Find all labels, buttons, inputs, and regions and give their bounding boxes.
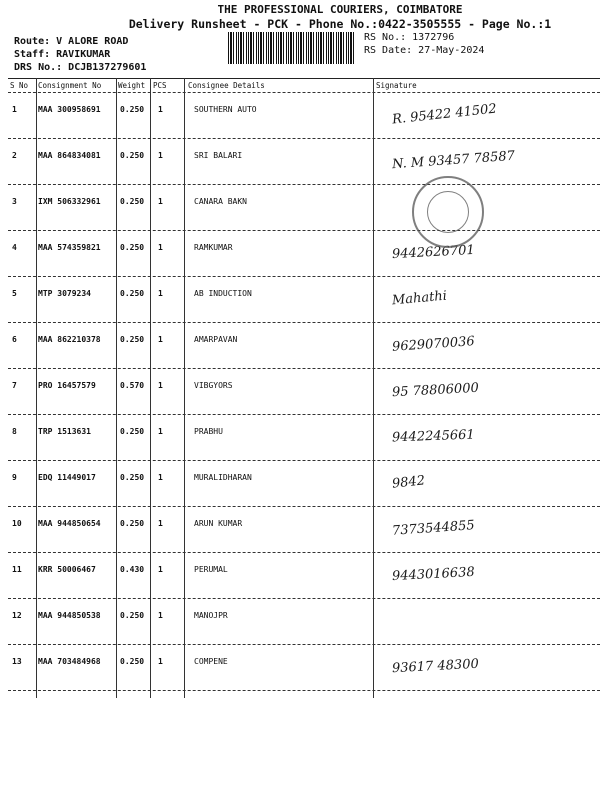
row-weight: 0.250 — [120, 657, 145, 666]
table-row — [8, 368, 600, 415]
row-consignee: CANARA BAKN — [194, 197, 247, 206]
handwritten-signature: 9443016638 — [391, 564, 476, 585]
row-sno: 2 — [12, 151, 17, 160]
table-row — [8, 506, 600, 553]
table-row — [8, 460, 600, 507]
staff-label: Staff: RAVIKUMAR — [14, 49, 111, 60]
row-weight: 0.250 — [120, 427, 145, 436]
row-consignment-no: MAA 300958691 — [38, 105, 101, 114]
row-weight: 0.250 — [120, 473, 145, 482]
rs-number: RS No.: 1372796 — [364, 32, 455, 43]
row-consignment-no: MAA 864834081 — [38, 151, 101, 160]
table-row — [8, 644, 600, 691]
row-weight: 0.250 — [120, 335, 145, 344]
row-consignment-no: TRP 1513631 — [38, 427, 91, 436]
row-weight: 0.570 — [120, 381, 145, 390]
row-pcs: 1 — [158, 105, 163, 114]
row-pcs: 1 — [158, 427, 163, 436]
row-sno: 3 — [12, 197, 17, 206]
barcode-image — [228, 32, 356, 64]
row-sno: 6 — [12, 335, 17, 344]
row-consignee: SOUTHERN AUTO — [194, 105, 257, 114]
row-consignee: COMPENE — [194, 657, 228, 666]
table-row — [8, 598, 600, 645]
row-sno: 5 — [12, 289, 17, 298]
row-pcs: 1 — [158, 381, 163, 390]
handwritten-signature: 9442626701 — [391, 242, 476, 263]
handwritten-signature: R. 95422 41502 — [391, 101, 498, 128]
row-sno: 4 — [12, 243, 17, 252]
row-pcs: 1 — [158, 289, 163, 298]
row-consignee: SRI BALARI — [194, 151, 243, 160]
row-sno: 7 — [12, 381, 17, 390]
table-row — [8, 230, 600, 277]
row-consignee: RAMKUMAR — [194, 243, 233, 252]
row-sno: 10 — [12, 519, 22, 528]
handwritten-signature: 9442245661 — [391, 427, 475, 446]
row-consignment-no: PRO 16457579 — [38, 381, 96, 390]
row-consignment-no: EDQ 11449017 — [38, 473, 96, 482]
handwritten-signature: 93617 48300 — [391, 656, 480, 677]
row-consignee: AMARPAVAN — [194, 335, 238, 344]
row-weight: 0.250 — [120, 289, 145, 298]
row-weight: 0.250 — [120, 243, 145, 252]
row-consignment-no: MTP 3079234 — [38, 289, 91, 298]
row-pcs: 1 — [158, 657, 163, 666]
row-consignment-no: KRR 50006467 — [38, 565, 96, 574]
row-consignee: ARUN KUMAR — [194, 519, 243, 528]
row-consignment-no: MAA 944850538 — [38, 611, 101, 620]
row-weight: 0.250 — [120, 151, 145, 160]
row-consignee: AB INDUCTION — [194, 289, 252, 298]
row-consignee: MURALIDHARAN — [194, 473, 252, 482]
row-consignment-no: MAA 862210378 — [38, 335, 101, 344]
table-header — [8, 78, 600, 93]
row-consignment-no: MAA 944850654 — [38, 519, 101, 528]
row-consignee: PRABHU — [194, 427, 223, 436]
row-pcs: 1 — [158, 565, 163, 574]
handwritten-signature: 9629070036 — [391, 334, 476, 355]
handwritten-signature: 9842 — [391, 473, 426, 492]
row-pcs: 1 — [158, 519, 163, 528]
drs-number: DRS No.: DCJB137279601 — [14, 62, 147, 73]
row-pcs: 1 — [158, 611, 163, 620]
table-row — [8, 184, 600, 231]
table-row — [8, 276, 600, 323]
row-sno: 8 — [12, 427, 17, 436]
col-consignee: Consignee Details — [188, 81, 265, 90]
row-weight: 0.250 — [120, 611, 145, 620]
handwritten-signature: Mahathi — [391, 288, 448, 309]
row-weight: 0.250 — [120, 197, 145, 206]
row-consignee: PERUMAL — [194, 565, 228, 574]
row-pcs: 1 — [158, 243, 163, 252]
row-consignment-no: IXM 506332961 — [38, 197, 101, 206]
row-sno: 13 — [12, 657, 22, 666]
handwritten-signature: 95 78806000 — [391, 380, 480, 401]
table-row — [8, 322, 600, 369]
handwritten-signature: N. M 93457 78587 — [391, 148, 516, 173]
row-weight: 0.430 — [120, 565, 145, 574]
route-label: Route: V ALORE ROAD — [14, 36, 129, 47]
rs-date: RS Date: 27-May-2024 — [364, 45, 485, 56]
row-sno: 12 — [12, 611, 22, 620]
row-weight: 0.250 — [120, 519, 145, 528]
table-row — [8, 92, 600, 139]
table-row — [8, 138, 600, 185]
row-weight: 0.250 — [120, 105, 145, 114]
company-title: THE PROFESSIONAL COURIERS, COIMBATORE — [217, 3, 463, 16]
row-pcs: 1 — [158, 335, 163, 344]
col-sno: S No — [10, 81, 29, 90]
col-pcs: PCS — [153, 81, 167, 90]
delivery-stamp — [412, 176, 484, 248]
col-consignment: Consignment No — [38, 81, 102, 90]
row-consignment-no: MAA 703484968 — [38, 657, 101, 666]
table-row — [8, 552, 600, 599]
handwritten-signature: 7373544855 — [391, 518, 476, 539]
row-consignee: MANOJPR — [194, 611, 228, 620]
row-sno: 11 — [12, 565, 22, 574]
row-consignee: VIBGYORS — [194, 381, 233, 390]
col-weight: Weight — [118, 81, 146, 90]
row-consignment-no: MAA 574359821 — [38, 243, 101, 252]
row-pcs: 1 — [158, 473, 163, 482]
table-bottom-border — [8, 690, 600, 691]
row-pcs: 1 — [158, 151, 163, 160]
runsheet-subtitle: Delivery Runsheet - PCK - Phone No.:0422-3505555 - Page No.:1 — [128, 17, 552, 31]
row-pcs: 1 — [158, 197, 163, 206]
row-sno: 9 — [12, 473, 17, 482]
row-sno: 1 — [12, 105, 17, 114]
table-row — [8, 414, 600, 461]
col-signature: Signature — [376, 81, 417, 90]
